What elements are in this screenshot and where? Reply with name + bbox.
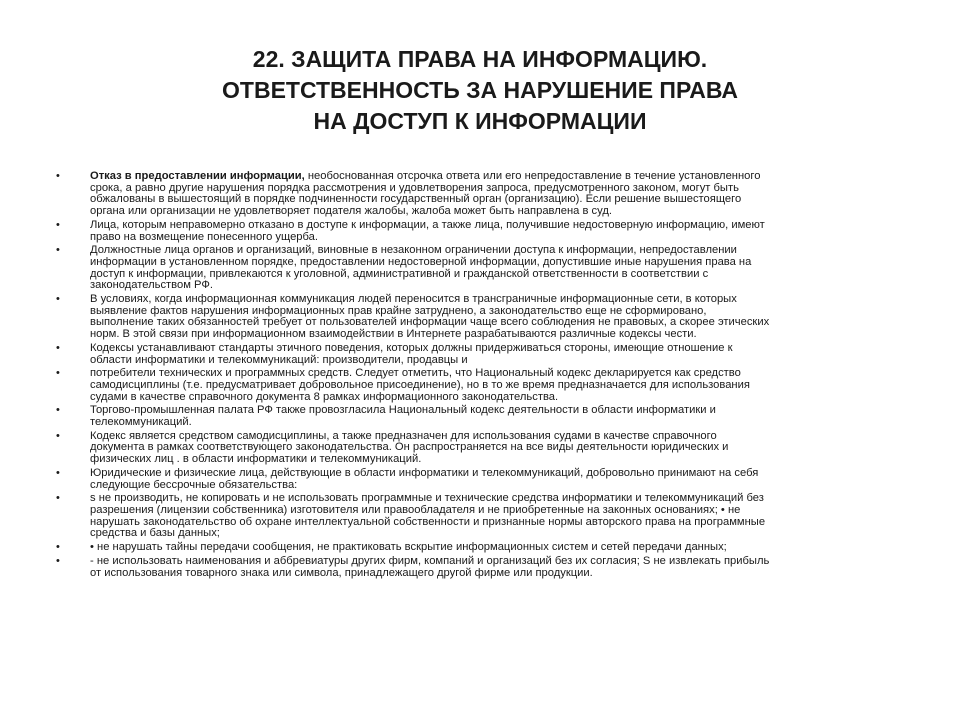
item-line: В условиях, когда информационная коммуникация людей переносится в трансграничные информационные сети, в которых	[90, 293, 737, 306]
item-line: средства и базы данных;	[90, 527, 220, 540]
item-line: обжалованы в вышестоящий в порядке подчиненности государственный орган (организацию). Если решение вышестоящего	[90, 193, 742, 206]
bullet-icon: •	[56, 244, 60, 257]
item-line: Торгово-промышленная палата РФ также провозгласила Национальный кодекс деятельности в области информатики и	[90, 404, 716, 417]
item-line: органа или организации не удовлетворяет подателя жалобы, жалоба может быть направлена в суд.	[90, 205, 612, 218]
bullet-icon: •	[56, 170, 60, 182]
item-line: норм. В этой связи при информационном взаимодействии в Интернете разрабатываются различные кодексы чести.	[90, 328, 697, 341]
list-item	[56, 405, 906, 428]
item-text: необоснованная отсрочка ответа или его непредоставление в течение установленного	[304, 170, 761, 182]
list-item	[56, 368, 906, 403]
item-line: документа в рамках соответствующего законодательства. Он распространяется на все виды деятельности юридических и	[90, 441, 729, 454]
item-line: срока, а равно другие нарушения порядка рассмотрения и удовлетворения запроса, предусмотренного законом, могут быть	[90, 181, 739, 194]
item-lead: Отказ в предоставлении информации,	[90, 170, 305, 182]
bullet-icon: •	[56, 218, 60, 231]
item-line: Кодексы устанавливают стандарты этичного поведения, которых должны придерживаться стороны, имеющие отношение к	[90, 341, 733, 354]
item-line: следующие бессрочные обязательства:	[90, 478, 298, 491]
bullet-icon: •	[56, 404, 60, 417]
title-line-3: НА ДОСТУП К ИНФОРМАЦИИ	[313, 108, 647, 134]
item-line	[90, 171, 906, 183]
title-line-2: ОТВЕТСТВЕННОСТЬ ЗА НАРУШЕНИЕ ПРАВА	[222, 77, 738, 103]
bullet-icon: •	[56, 429, 60, 442]
item-line: Должностные лица органов и организаций, виновные в незаконном ограничении доступа к информации, непредоставлении	[90, 244, 737, 257]
item-line: телекоммуникаций.	[90, 416, 192, 429]
item-line: от использования товарного знака или символа, принадлежащего другой фирме или продукции.	[90, 566, 593, 579]
bullet-icon: •	[56, 554, 60, 567]
list-item	[56, 468, 906, 491]
title-line-1: 22. ЗАЩИТА ПРАВА НА ИНФОРМАЦИЮ.	[252, 46, 708, 72]
item-line: потребители технических и программных средств. Следует отметить, что Национальный кодекс декларируется как средство	[90, 367, 741, 380]
list-item	[56, 343, 906, 366]
list-item	[56, 245, 906, 292]
item-line: информации в установленном порядке, предоставлении недостоверной информации, допустившие иные нарушения права на	[90, 255, 752, 268]
item-line: разрешения (лицензии собственника) изготовителя или правообладателя и не приобретенные на законных основаниях; • не	[90, 503, 741, 516]
list-item	[56, 294, 906, 341]
item-line: Лица, которым неправомерно отказано в доступе к информации, а также лица, получившие недостоверную информацию, имеют	[90, 218, 765, 231]
item-line: выявление фактов нарушения информационных прав крайне затруднено, а законодательство еще не сформировано,	[90, 304, 707, 317]
bullet-icon: •	[56, 293, 60, 306]
list-item	[56, 542, 906, 554]
item-line: выполнение таких обязанностей требует от пользователей информации чаще всего соблюдения не правовых, а скорее этических	[90, 316, 770, 329]
bullet-icon: •	[56, 492, 60, 505]
bullet-icon: •	[56, 341, 60, 354]
item-line: нарушать законодательство об охране интеллектуальной собственности и признанные нормы авторского права на программные	[90, 515, 766, 528]
item-line: самодисциплины (т.е. предусматривает добровольное присоединение), но в то же время предназначается для использования	[90, 378, 750, 391]
item-line: законодательством РФ.	[90, 279, 213, 292]
item-line: Кодекс является средством самодисциплины, а также предназначен для использования судами в качестве справочного	[90, 429, 717, 442]
item-line: право на возмещение понесенного ущерба.	[90, 230, 319, 243]
item-line: Юридические и физические лица, действующие в области информатики и телекоммуникаций, добровольно принимают на себя	[90, 466, 759, 479]
list-item	[56, 220, 906, 243]
bullet-icon: •	[56, 541, 60, 554]
list-item	[56, 556, 906, 579]
item-line: судами в качестве справочного документа 8 рамках информационного законодательства.	[90, 390, 559, 403]
item-line: • не нарушать тайны передачи сообщения, не практиковать вскрытие информационных систем и сетей передачи данных;	[90, 541, 727, 554]
item-line: - не использовать наименования и аббревиатуры других фирм, компаний и организаций без их согласия; S не извлекать прибыль	[90, 554, 770, 567]
list-item	[56, 493, 906, 540]
bullet-icon: •	[56, 367, 60, 380]
slide-title	[80, 44, 880, 137]
bullet-icon: •	[56, 466, 60, 479]
list-item	[56, 171, 906, 218]
list-item	[56, 431, 906, 466]
bullet-list	[56, 171, 906, 579]
item-line: доступ к информации, привлекаются к уголовной, административной и гражданской ответственности в соответствии с	[90, 267, 709, 280]
item-line: s не производить, не копировать и не использовать программные и технические средства информатики и телекоммуникаций без	[90, 492, 764, 505]
item-line: области информатики и телекоммуникаций: производители, продавцы и	[90, 353, 468, 366]
item-line: физических лиц . в области информатики и телекоммуникаций.	[90, 453, 422, 466]
